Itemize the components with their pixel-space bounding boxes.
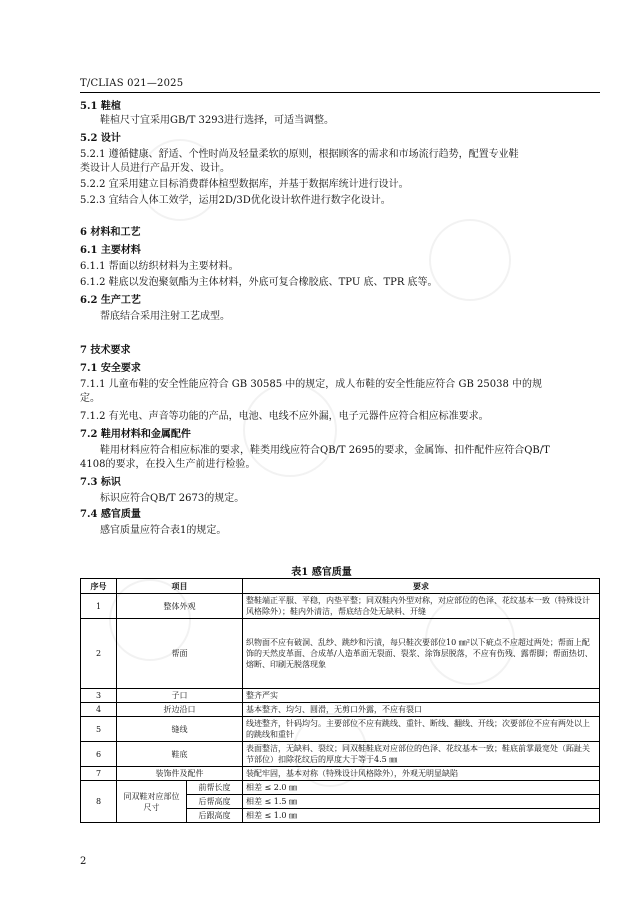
section-heading: 7 技术要求 [80, 345, 131, 356]
table-row [81, 742, 600, 767]
section-heading: 7.1 安全要求 [80, 363, 141, 374]
sub-item: 前帮长度 [187, 781, 243, 795]
row-requirement: 相差 ≤ 1.5 ㎜ [243, 795, 600, 809]
row-requirement: 整鞋端正平服、平稳，内垫平整；同双鞋内外型对称，对应部位的色泽、花纹基本一致（特殊设计风格除外）；鞋内外清洁，帮底结合处无缺料、开缝 [243, 594, 600, 619]
row-item: 折边沿口 [117, 703, 243, 717]
paragraph-line: 鞋楦尺寸宜采用GB/T 3293进行选择，可适当调整。 [100, 115, 335, 126]
row-requirement: 整齐严实 [243, 689, 600, 703]
paragraph-line: 5.2.2 宜采用建立目标消费群体楦型数据库，并基于数据库统计进行设计。 [80, 179, 409, 190]
row-no: 1 [81, 594, 117, 619]
document-code: T/CLIAS 021—2025 [80, 78, 184, 89]
col-header-req: 要求 [243, 579, 600, 594]
row-requirement: 线迹整齐，针码均匀。主要部位不应有跳线、重针、断线、翻线、开线；次要部位不应有两处以上的跳线和重针 [243, 717, 600, 742]
sensory-quality-table [80, 578, 600, 823]
section-heading: 5.1 鞋楦 [80, 101, 121, 112]
row-item: 缝线 [117, 717, 243, 742]
paragraph-line: 4108的要求，在投入生产前进行检验。 [80, 459, 256, 470]
section-heading: 6 材料和工艺 [80, 227, 141, 238]
paragraph-line: 7.1.1 儿童布鞋的安全性能应符合 GB 30585 中的规定，成人布鞋的安全性能应符合 GB 25038 中的规 [80, 379, 542, 390]
paragraph-line: 6.1.2 鞋底以发泡聚氨酯为主体材料，外底可复合橡胶底、TPU 底、TPR 底等。 [80, 277, 438, 288]
row-requirement: 基本整齐、均匀、圆滑，无剪口外露，不应有裂口 [243, 703, 600, 717]
paragraph-line: 帮底结合采用注射工艺成型。 [100, 311, 230, 322]
paragraph-line: 类设计人员进行产品开发、设计。 [80, 163, 230, 174]
table-row [81, 703, 600, 717]
col-header-item: 项目 [117, 579, 243, 594]
row-requirement: 装配牢固，基本对称（特殊设计风格除外），外观无明显缺陷 [243, 767, 600, 781]
row-no: 8 [81, 781, 117, 823]
paragraph-line: 7.1.2 有光电、声音等功能的产品，电池、电线不应外漏，电子元器件应符合相应标准要求。 [80, 411, 489, 422]
table-row [81, 689, 600, 703]
row-no: 3 [81, 689, 117, 703]
row-requirement: 相差 ≤ 1.0 ㎜ [243, 809, 600, 823]
row-requirement: 织物面不应有破洞、乱纱、跳纱和污渍，每只鞋次要部位10 ㎜²以下疵点不应超过两处；帮面上配饰的天然皮革面、合成革/人造革面无裂面、裂浆、涂饰层脱落，不应有伤残、露帮脚；帮面热切、熔断、印刷无脱落现象 [243, 619, 600, 689]
row-item: 同双鞋对应部位尺寸 [117, 781, 187, 823]
section-heading: 7.4 感官质量 [80, 509, 141, 520]
sub-item: 后跟高度 [187, 809, 243, 823]
section-heading: 7.3 标识 [80, 477, 121, 488]
paragraph-line: 5.2.1 遵循健康、舒适、个性时尚及轻量柔软的原则，根据顾客的需求和市场流行趋势，配置专业鞋 [80, 149, 519, 160]
row-item: 鞋底 [117, 742, 243, 767]
table-row [81, 619, 600, 689]
row-item: 装饰件及配件 [117, 767, 243, 781]
paragraph-line: 定。 [80, 393, 100, 404]
table-row [81, 717, 600, 742]
paragraph-line: 6.1.1 帮面以纺织材料为主要材料。 [80, 261, 239, 272]
paragraph-line: 感官质量应符合表1的规定。 [100, 525, 227, 536]
row-item: 帮面 [117, 619, 243, 689]
row-no: 6 [81, 742, 117, 767]
table-row [81, 781, 600, 795]
section-heading: 7.2 鞋用材料和金属配件 [80, 429, 191, 440]
row-no: 7 [81, 767, 117, 781]
row-no: 4 [81, 703, 117, 717]
row-requirement: 表面整洁，无缺料、裂纹；同双鞋鞋底对应部位的色泽、花纹基本一致；鞋底前掌最宽处（跖趾关节部位）扣除花纹后的厚度大于等于4.5 ㎜ [243, 742, 600, 767]
section-heading: 5.2 设计 [80, 133, 121, 144]
header-rule [80, 92, 600, 93]
paragraph-line: 鞋用材料应符合相应标准的要求，鞋类用线应符合QB/T 2695的要求，金属饰、扣件配件应符合QB/T [100, 445, 550, 456]
row-requirement: 相差 ≤ 2.0 ㎜ [243, 781, 600, 795]
sub-item: 后帮高度 [187, 795, 243, 809]
paragraph-line: 标识应符合QB/T 2673的规定。 [100, 493, 245, 504]
table-row [81, 594, 600, 619]
paragraph-line: 5.2.3 宜结合人体工效学，运用2D/3D优化设计软件进行数字化设计。 [80, 195, 391, 206]
row-no: 5 [81, 717, 117, 742]
row-no: 2 [81, 619, 117, 689]
row-item: 整体外观 [117, 594, 243, 619]
table-row [81, 767, 600, 781]
col-header-no: 序号 [81, 579, 117, 594]
table-caption: 表1 感官质量 [291, 567, 352, 578]
page-number: 2 [80, 856, 87, 867]
row-item: 子口 [117, 689, 243, 703]
section-heading: 6.1 主要材料 [80, 245, 141, 256]
section-heading: 6.2 生产工艺 [80, 295, 141, 306]
